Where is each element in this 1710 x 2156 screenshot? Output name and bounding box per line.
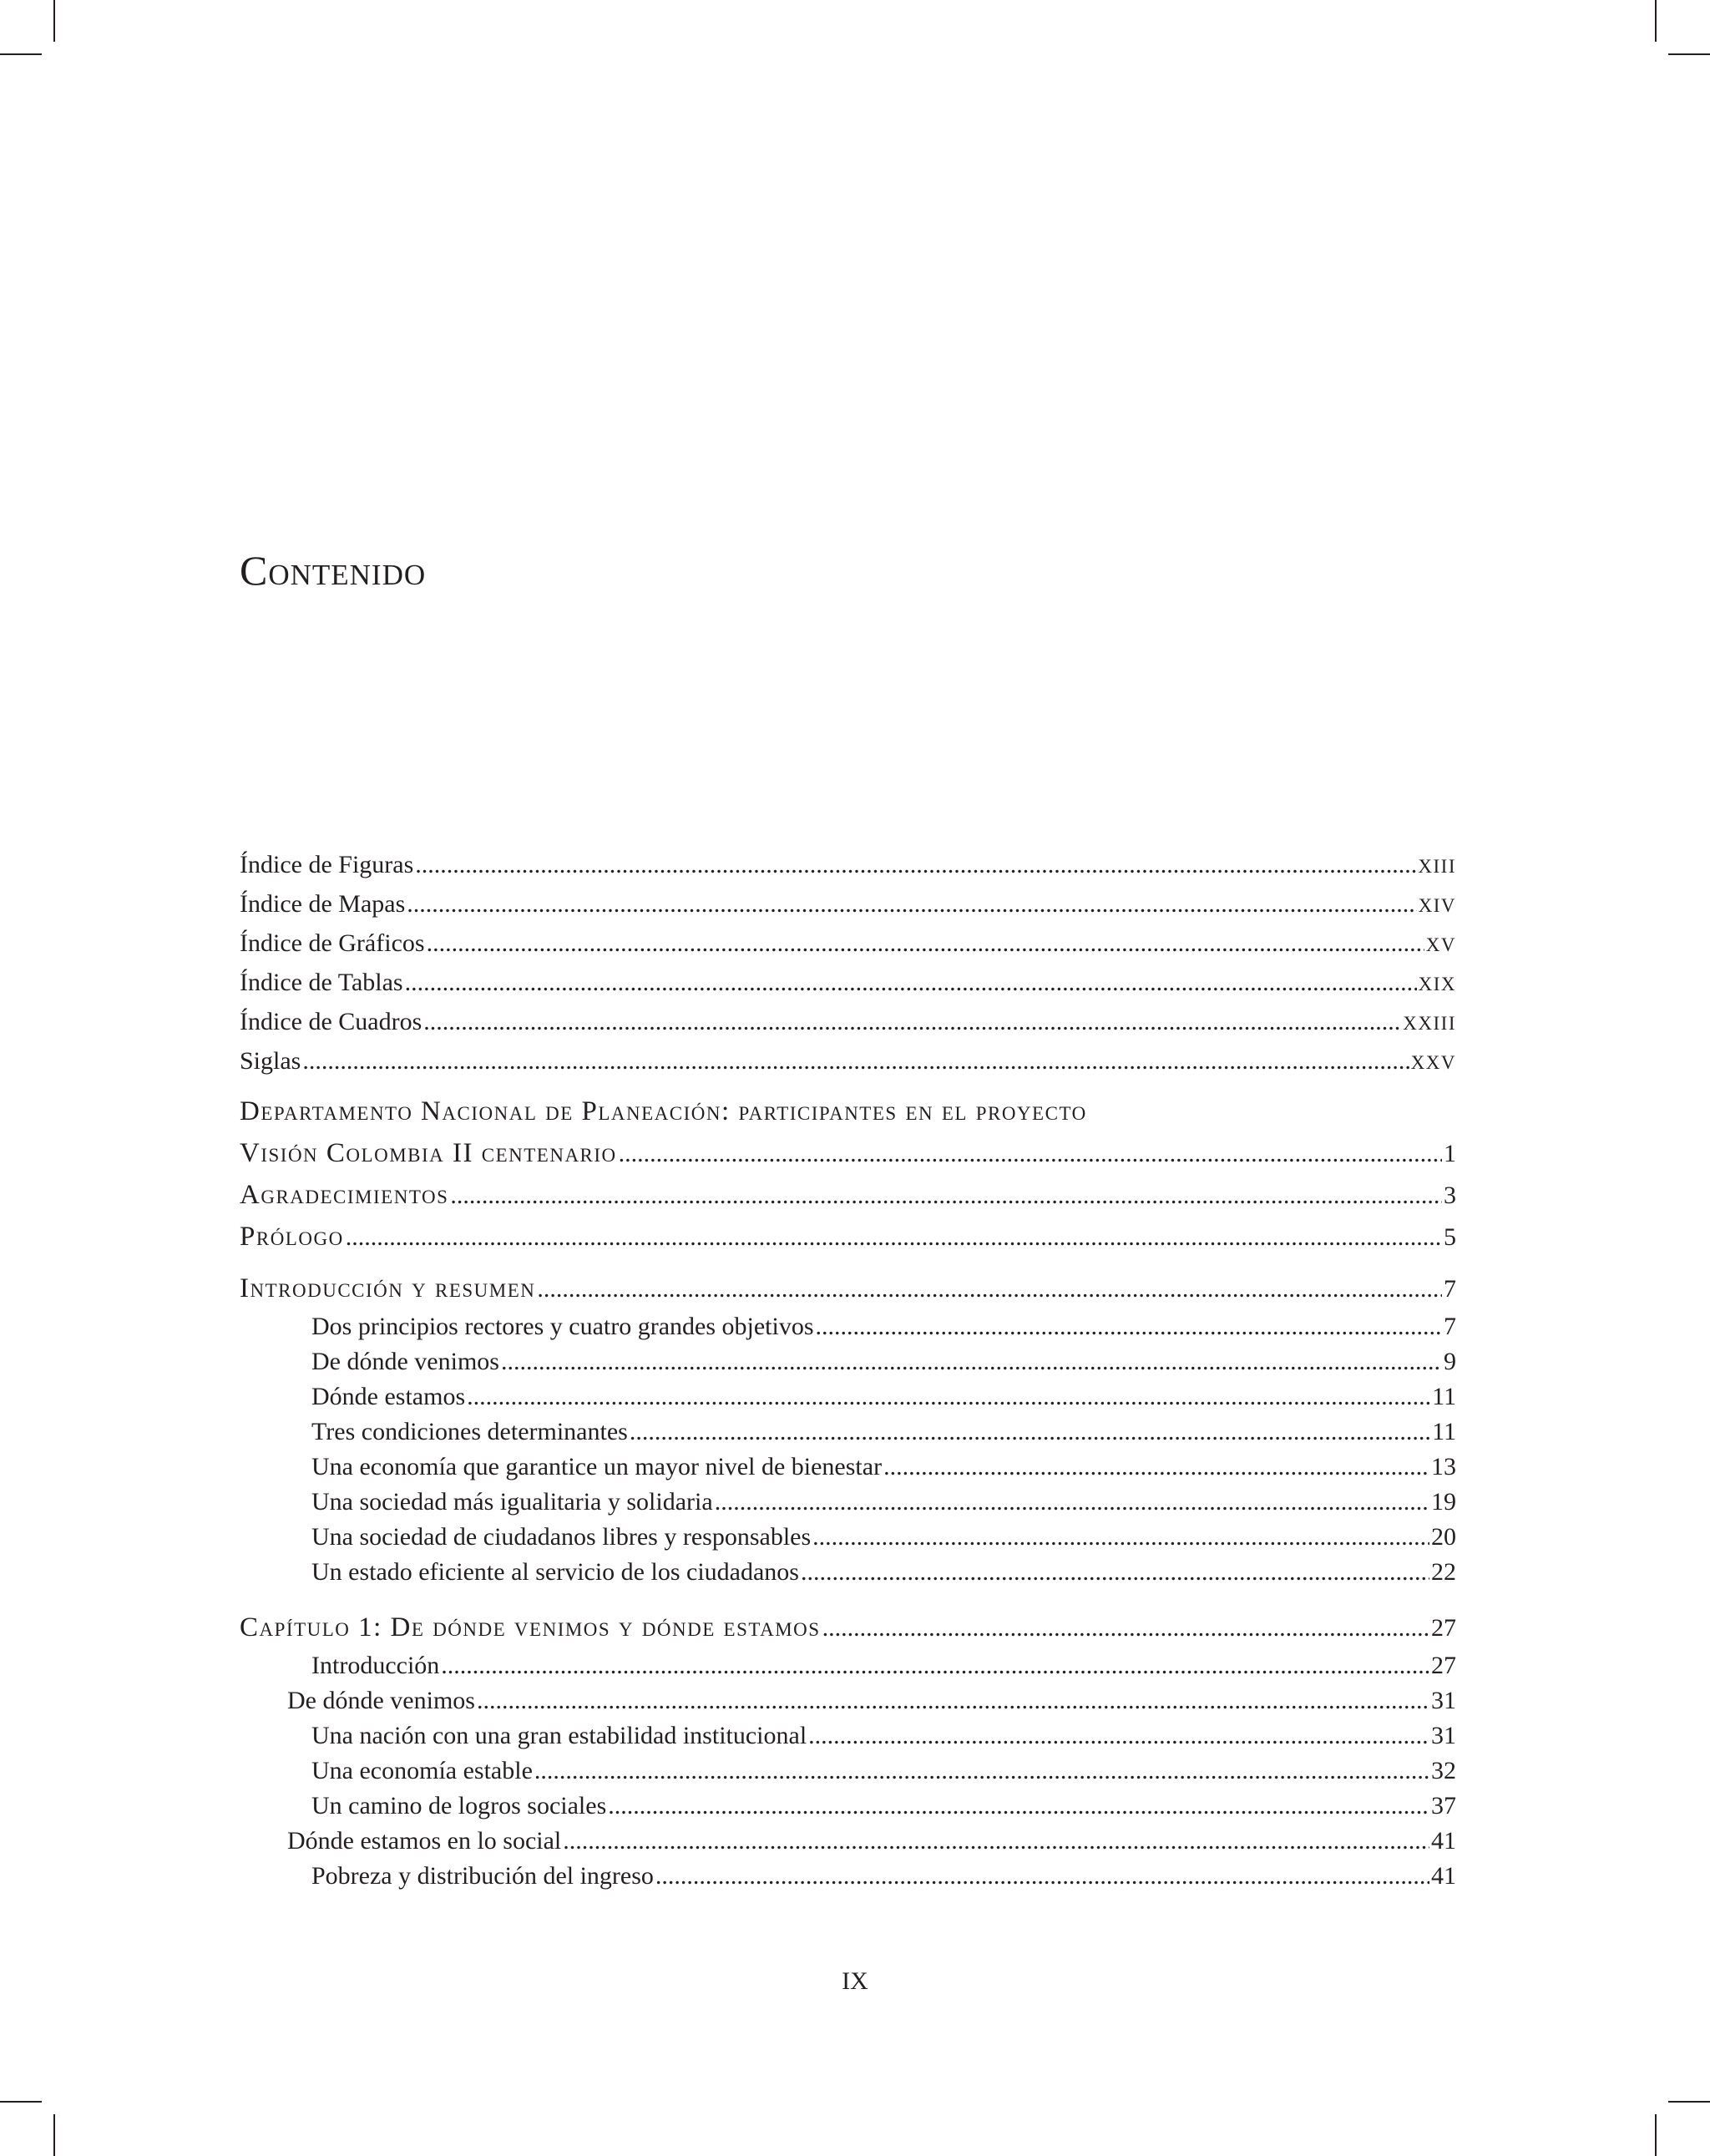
toc-entry[interactable] [240,845,1456,884]
leader-dots [423,1002,1401,1041]
leader-dots [477,1683,1429,1718]
toc-entry[interactable] [240,1683,1456,1718]
toc-entry-label: Visión Colombia II centenario [240,1138,617,1168]
toc-entry[interactable] [240,1648,1456,1683]
toc-entry-label: De dónde venimos [287,1687,475,1714]
toc-entry[interactable] [240,1824,1456,1859]
toc-entry-page: xv [1425,928,1456,958]
leader-dots [816,1309,1442,1344]
crop-mark [0,53,42,55]
crop-mark [1668,2101,1710,2103]
toc-entry-label: Una sociedad más igualitaria y solidaria [311,1488,713,1516]
toc-entry[interactable] [240,1041,1456,1081]
toc-entry-label: Introducción [311,1652,440,1679]
toc-entry[interactable] [240,1520,1456,1555]
leader-dots [407,884,1416,924]
toc-entry-page: 1 [1444,1140,1456,1167]
toc-entry-label: Una nación con una gran estabilidad institucional [311,1722,807,1749]
toc-entry-label: Pobreza y distribución del ingreso [311,1862,654,1890]
leader-dots [808,1718,1429,1754]
toc-entry-label: Introducción y resumen [240,1273,536,1303]
toc-entry[interactable] [240,1607,1456,1648]
table-of-contents [240,845,1456,1894]
toc-entry-page: 5 [1444,1223,1456,1251]
toc-entry-label: Una economía estable [311,1757,533,1784]
toc-entry-label: Un camino de logros sociales [311,1792,607,1819]
toc-entry-label: Una economía que garantice un mayor nivel de bienestar [311,1453,883,1480]
toc-entry[interactable] [240,1718,1456,1754]
toc-entry[interactable] [240,1268,1456,1309]
toc-entry-label: Índice de Gráficos [240,929,425,957]
toc-entry[interactable] [240,1485,1456,1520]
page-number: IX [842,1967,868,1995]
toc-entry[interactable] [240,1450,1456,1485]
leader-dots [427,924,1424,963]
toc-entry[interactable] [240,1174,1456,1216]
toc-entry-label: Índice de Figuras [240,851,414,878]
toc-entry-page: 13 [1431,1453,1456,1480]
leader-dots [302,1041,1409,1081]
leader-dots [346,1217,1442,1258]
toc-entry[interactable] [240,1344,1456,1379]
leader-dots [822,1607,1429,1649]
toc-entry-page: 11 [1432,1383,1456,1410]
toc-entry-page: 20 [1431,1523,1456,1551]
toc-entry[interactable] [240,1555,1456,1590]
toc-entry-label: Dos principios rectores y cuatro grandes objetivos [311,1313,814,1340]
toc-entry-page: 27 [1431,1614,1456,1642]
toc-entry-label: Un estado eficiente al servicio de los ciudadanos [311,1558,799,1586]
toc-entry[interactable] [240,924,1456,963]
toc-entry-page: xix [1418,967,1456,997]
toc-entry-page: 22 [1431,1558,1456,1586]
toc-entry-page: 41 [1431,1827,1456,1855]
toc-entry-page: 7 [1444,1313,1456,1340]
page-title: Contenido [240,546,427,594]
toc-entry[interactable] [240,1216,1456,1258]
crop-mark [53,0,55,42]
leader-dots [405,963,1417,1002]
toc-entry[interactable] [240,1309,1456,1344]
toc-entry-label: Índice de Cuadros [240,1008,422,1035]
toc-entry-label: Prólogo [240,1222,344,1252]
leader-dots [715,1485,1429,1520]
leader-dots [883,1450,1429,1485]
toc-entry-page: 27 [1431,1652,1456,1679]
leader-dots [801,1555,1429,1590]
toc-entry-page: xxiii [1403,1006,1456,1036]
leader-dots [619,1133,1442,1175]
leader-dots [537,1268,1442,1310]
toc-entry-page: 32 [1431,1757,1456,1784]
leader-dots [563,1824,1429,1859]
toc-entry-page: 31 [1431,1687,1456,1714]
toc-entry-page: xiv [1418,888,1456,919]
toc-entry-page: 11 [1432,1418,1456,1445]
crop-mark [1655,0,1657,42]
toc-entry-page: 3 [1444,1182,1456,1209]
toc-entry[interactable] [240,1002,1456,1041]
toc-entry-page: xiii [1418,849,1456,879]
crop-mark [1655,2114,1657,2156]
toc-entry[interactable] [240,1132,1456,1174]
toc-entry[interactable] [240,1415,1456,1450]
leader-dots [450,1175,1442,1217]
toc-entry-page: xxv [1410,1045,1456,1075]
crop-mark [53,2114,55,2156]
toc-entry[interactable] [240,1859,1456,1894]
leader-dots [415,845,1416,884]
leader-dots [812,1520,1429,1555]
toc-heading [240,1091,1456,1132]
toc-entry-label: Índice de Tablas [240,969,403,996]
toc-entry-label: Capítulo 1: De dónde venimos y dónde estamos [240,1612,821,1642]
toc-entry-page: 19 [1431,1488,1456,1516]
toc-entry-page: 41 [1431,1862,1456,1890]
toc-entry[interactable] [240,884,1456,924]
toc-entry-label: De dónde venimos [311,1348,499,1375]
toc-entry[interactable] [240,1754,1456,1789]
toc-entry-page: 37 [1431,1792,1456,1819]
leader-dots [655,1859,1429,1894]
crop-mark [0,2101,42,2103]
toc-entry-page: 9 [1444,1348,1456,1375]
leader-dots [534,1754,1429,1789]
toc-entry-label: Siglas [240,1047,301,1075]
toc-entry-label: Dónde estamos [311,1383,466,1410]
crop-mark [1668,53,1710,55]
leader-dots [608,1789,1429,1824]
leader-dots [630,1415,1430,1450]
toc-entry-label: Tres condiciones determinantes [311,1418,628,1445]
toc-entry[interactable] [240,1379,1456,1415]
toc-entry-label: Departamento Nacional de Planeación: participantes en el proyecto [240,1096,1087,1126]
toc-entry-page: 7 [1444,1275,1456,1303]
leader-dots [501,1344,1442,1379]
toc-entry[interactable] [240,1789,1456,1824]
leader-dots [441,1648,1429,1683]
toc-entry-page: 31 [1431,1722,1456,1749]
toc-entry-label: Agradecimientos [240,1180,449,1210]
toc-entry-label: Dónde estamos en lo social [287,1827,562,1855]
toc-entry[interactable] [240,963,1456,1002]
leader-dots [467,1379,1430,1415]
toc-entry-label: Índice de Mapas [240,890,406,918]
toc-entry-label: Una sociedad de ciudadanos libres y responsables [311,1523,812,1551]
